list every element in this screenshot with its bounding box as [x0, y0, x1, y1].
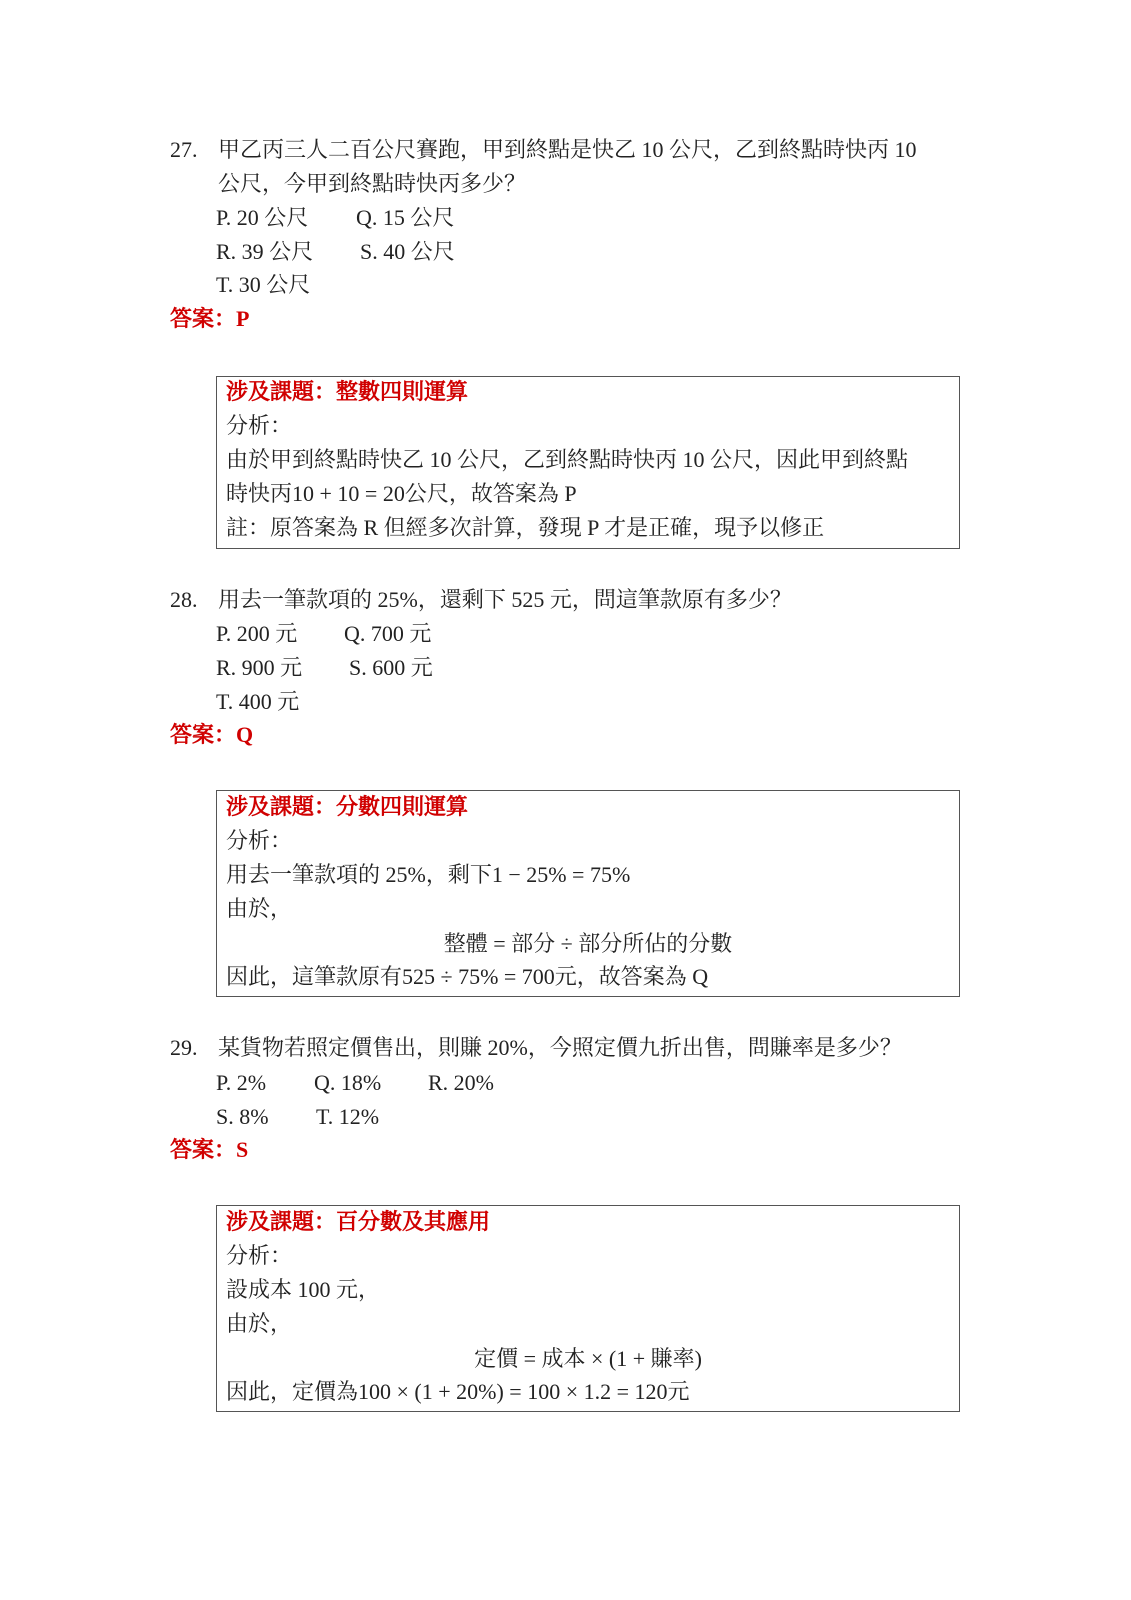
option: S. 600 元 — [349, 655, 433, 680]
analysis-line: 時快丙10 + 10 = 20公尺，故答案為 P — [226, 481, 577, 506]
analysis-box — [216, 1205, 960, 1412]
options-row — [216, 687, 299, 717]
analysis-line: 由於， — [226, 1311, 293, 1336]
options-row — [216, 270, 310, 300]
option: R. 39 公尺 — [216, 239, 314, 264]
options-row — [216, 1102, 379, 1132]
analysis-line: 註：原答案為 R 但經多次計算，發現 P 才是正確，現予以修正 — [226, 515, 825, 540]
option: S. 40 公尺 — [360, 239, 455, 264]
formula-line: 整體 = 部分 ÷ 部分所佔的分數 — [443, 931, 733, 956]
question-number: 28. — [170, 587, 198, 612]
formula-line: 定價 = 成本 × (1 + 賺率) — [474, 1346, 702, 1371]
option: P. 20 公尺 — [216, 205, 309, 230]
analysis-line: 分析： — [226, 413, 293, 438]
question-text: 甲乙丙三人二百公尺賽跑，甲到終點是快乙 10 公尺，乙到終點時快丙 10 — [218, 137, 917, 162]
question-number: 29. — [170, 1035, 198, 1060]
question-number: 27. — [170, 137, 198, 162]
question-text: 公尺，今甲到終點時快丙多少？ — [218, 171, 527, 196]
options-row — [216, 653, 433, 683]
option: T. 30 公尺 — [216, 272, 311, 297]
options-row — [216, 237, 455, 267]
question-text: 用去一筆款項的 25%，還剩下 525 元，問這筆款原有多少？ — [218, 587, 792, 612]
option: P. 200 元 — [216, 621, 298, 646]
option: R. 20% — [428, 1070, 494, 1095]
answer: 答案：S — [170, 1137, 249, 1162]
analysis-line: 設成本 100 元， — [226, 1277, 381, 1302]
analysis-line: 用去一筆款項的 25%，剩下1 − 25% = 75% — [226, 862, 631, 887]
topic-title: 涉及課題：整數四則運算 — [226, 379, 469, 404]
option: Q. 18% — [314, 1070, 382, 1095]
options-row — [216, 619, 431, 649]
answer: 答案：Q — [170, 722, 254, 747]
analysis-line: 由於， — [226, 896, 293, 921]
option: T. 12% — [316, 1104, 380, 1129]
question-text: 某貨物若照定價售出，則賺 20%，今照定價九折出售，問賺率是多少？ — [218, 1035, 902, 1060]
option: P. 2% — [216, 1070, 267, 1095]
analysis-line: 因此，定價為100 × (1 + 20%) = 100 × 1.2 = 120元 — [226, 1379, 690, 1404]
analysis-line: 由於甲到終點時快乙 10 公尺，乙到終點時快丙 10 公尺，因此甲到終點 — [226, 447, 909, 472]
analysis-box — [216, 376, 960, 549]
analysis-line: 因此，這筆款原有525 ÷ 75% = 700元，故答案為 Q — [226, 964, 709, 989]
option: Q. 15 公尺 — [356, 205, 455, 230]
analysis-box — [216, 790, 960, 997]
option: Q. 700 元 — [344, 621, 432, 646]
answer: 答案：P — [170, 306, 250, 331]
option: R. 900 元 — [216, 655, 303, 680]
analysis-line: 分析： — [226, 1243, 293, 1268]
analysis-line: 分析： — [226, 828, 293, 853]
topic-title: 涉及課題：分數四則運算 — [226, 794, 469, 819]
option: S. 8% — [216, 1104, 269, 1129]
options-row — [216, 203, 454, 233]
option: T. 400 元 — [216, 689, 300, 714]
topic-title: 涉及課題：百分數及其應用 — [226, 1209, 491, 1234]
options-row — [216, 1068, 494, 1098]
